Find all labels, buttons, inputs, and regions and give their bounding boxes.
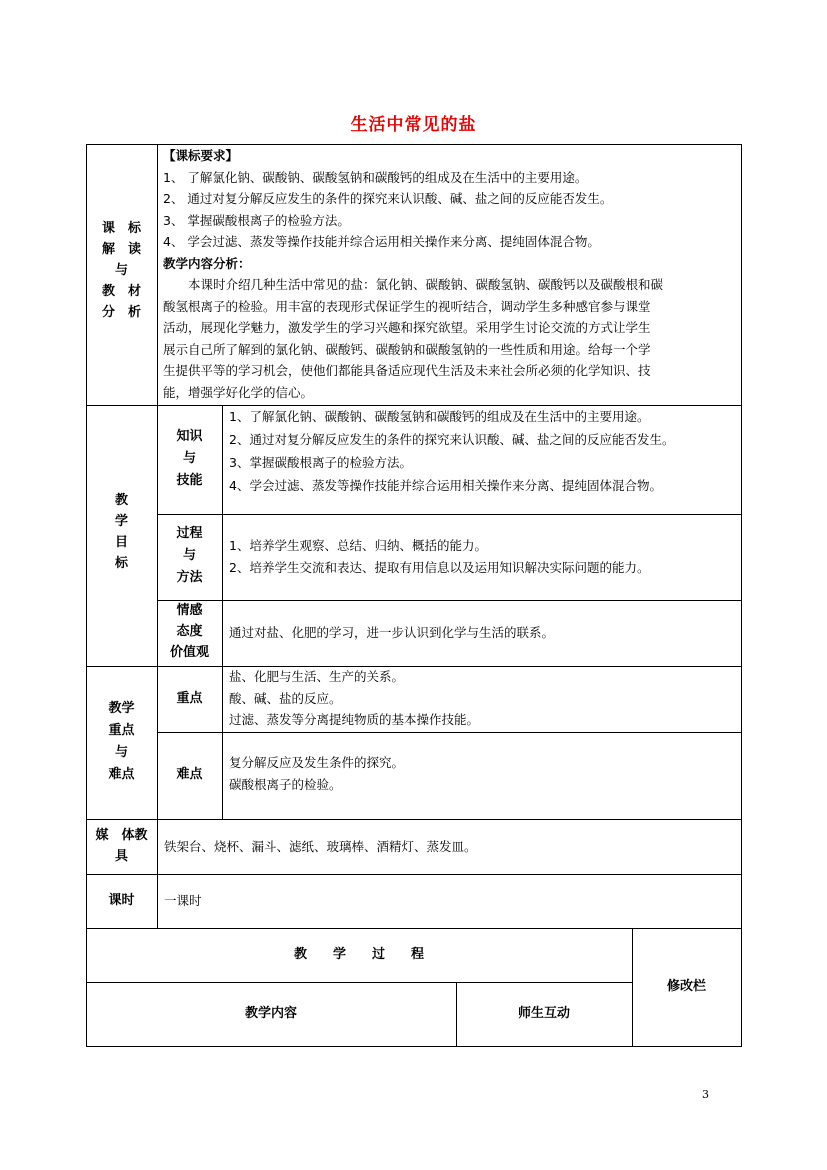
objective-item: 3、掌握碳酸根离子的检验方法。 — [229, 455, 412, 470]
teaching-process-header: 教 学 过 程 — [293, 947, 424, 962]
media-label: 媒 体教 具 — [95, 828, 148, 864]
requirement-item: 1、 了解氯化钠、碳酸钠、碳酸氢钠和碳酸钙的组成及在生活中的主要用途。 — [163, 169, 588, 185]
analysis-heading: 教学内容分析： — [163, 255, 251, 271]
objective-item: 2、培养学生交流和表达、提取有用信息以及运用知识解决实际问题的能力。 — [229, 559, 650, 575]
teaching-content-column-header: 教学内容 — [244, 1006, 297, 1021]
difficult-point-item: 碳酸根离子的检验。 — [229, 776, 342, 792]
knowledge-skills-label: 知识 与 技能 — [176, 429, 203, 488]
analysis-line: 本课时介绍几种生活中常见的盐：氯化钠、碳酸钠、碳酸氢钠、碳酸钙以及碳酸根和碳 — [163, 277, 664, 292]
period-label: 课时 — [108, 893, 135, 908]
section-label-curriculum: 课 标 解 读 与 教 材 分 析 — [101, 221, 141, 320]
objective-item: 2、通过对复分解反应发生的条件的探究来认识酸、碱、盐之间的反应能否发生。 — [229, 432, 675, 447]
key-point-item: 酸、碱、盐的反应。 — [229, 690, 342, 706]
section-label-objectives: 教 学 目 标 — [114, 493, 128, 571]
emotion-values-label: 情感 态度 价值观 — [169, 603, 209, 660]
document-title: 生活中常见的盐 — [350, 115, 477, 135]
process-methods-label: 过程 与 方法 — [176, 526, 203, 585]
difficult-points-content — [229, 752, 741, 795]
objective-item: 1、了解氯化钠、碳酸钠、碳酸氢钠和碳酸钙的组成及在生活中的主要用途。 — [229, 409, 650, 424]
key-point-item: 过滤、蒸发等分离提纯物质的基本操作技能。 — [229, 712, 480, 727]
section-label-key-difficult: 教学 重点 与 难点 — [108, 701, 135, 782]
process-methods-content — [229, 535, 741, 578]
media-content: 铁架台、烧杯、漏斗、滤纸、玻璃棒、酒精灯、蒸发皿。 — [164, 839, 477, 854]
difficult-point-item: 复分解反应及发生条件的探究。 — [229, 755, 405, 770]
revision-column-header: 修改栏 — [666, 979, 706, 994]
key-point-item: 盐、化肥与生活、生产的关系。 — [229, 669, 405, 684]
page-number: 3 — [702, 1088, 709, 1101]
key-points-label: 重点 — [176, 691, 203, 706]
analysis-line: 能，增强学好化学的信心。 — [163, 384, 314, 400]
difficult-points-label: 难点 — [176, 767, 203, 782]
requirement-item: 3、 掌握碳酸根离子的检验方法。 — [163, 212, 350, 228]
requirement-item: 4、 学会过滤、蒸发等操作技能并综合运用相关操作来分离、提纯固体混合物。 — [163, 234, 600, 249]
analysis-line: 活动，展现化学魅力，激发学生的学习兴趣和探究欲望。采用学生讨论交流的方式让学生 — [163, 320, 651, 335]
period-content: 一课时 — [164, 893, 202, 908]
objective-item: 4、学会过滤、蒸发等操作技能并综合运用相关操作来分离、提纯固体混合物。 — [229, 478, 662, 493]
key-points-content — [229, 666, 741, 731]
curriculum-content — [163, 145, 741, 403]
knowledge-skills-content — [229, 405, 741, 497]
analysis-line: 展示自己所了解到的氯化钠、碳酸钙、碳酸钠和碳酸氢钠的一些性质和用途。给每一个学 — [163, 341, 651, 357]
requirements-heading: 【课标要求】 — [163, 148, 239, 163]
requirement-item: 2、 通过对复分解反应发生的条件的探究来认识酸、碱、盐之间的反应能否发生。 — [163, 191, 613, 206]
objective-item: 1、培养学生观察、总结、归纳、概括的能力。 — [229, 538, 487, 553]
analysis-line: 酸氢根离子的检验。用丰富的表现形式保证学生的视听结合，调动学生多种感官参与课堂 — [163, 298, 651, 314]
analysis-line: 生提供平等的学习机会，使他们都能具备适应现代生活及未来社会所必须的化学知识、技 — [163, 363, 651, 378]
interaction-column-header: 师生互动 — [517, 1006, 570, 1021]
emotion-values-content: 通过对盐、化肥的学习，进一步认识到化学与生活的联系。 — [229, 625, 555, 640]
